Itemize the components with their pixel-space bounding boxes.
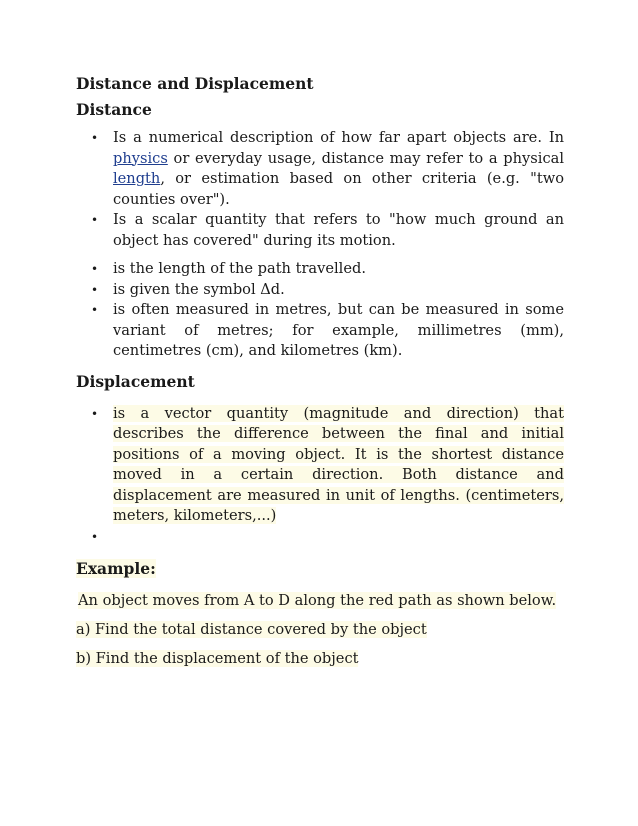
displacement-list — [76, 404, 564, 547]
bullet-icon: • — [91, 282, 99, 297]
list-item — [76, 300, 564, 362]
bullet-icon: • — [91, 262, 99, 276]
distance-list — [76, 128, 564, 362]
list-item-text: is often measured in metres, but can be measured in some variant of metres; for example, millimetres (mm), centimetres (cm), and kilometres (km). — [113, 301, 564, 359]
list-item — [76, 280, 564, 301]
list-item-text: , or estimation based on other criteria (e.g. "two counties over"). — [113, 170, 564, 208]
physics-link[interactable]: physics — [113, 149, 168, 167]
list-item-text: or everyday usage, distance may refer to a physical — [167, 149, 564, 167]
displacement-heading: Displacement — [76, 371, 195, 391]
distance-heading: Distance — [76, 100, 152, 119]
list-item-text: is a vector quantity (magnitude and direction) that describes the difference between the final and initial positions of a moving object. It is the shortest distance moved in a certain direction. Both distance and displacement are measured in unit of lengths. (centimeters, meters, kilometers,...) — [113, 404, 564, 524]
bullet-icon: • — [91, 303, 99, 317]
document-title: Distance and Displacement — [76, 74, 314, 93]
list-item — [76, 404, 564, 527]
bullet-icon: • — [91, 213, 99, 227]
example-heading-text: Example: — [76, 558, 156, 578]
bullet-icon: • — [91, 131, 99, 145]
list-item-text: is given the symbol Δd. — [113, 280, 285, 298]
length-link[interactable]: length — [113, 170, 161, 187]
example-line-text: a) Find the total distance covered by the object — [76, 620, 427, 638]
document-page — [76, 74, 564, 678]
bullet-icon: • — [91, 406, 99, 421]
example-heading — [76, 559, 564, 579]
example-line — [76, 620, 564, 640]
list-item — [76, 128, 564, 210]
list-item-text: is the length of the path travelled. — [113, 260, 366, 277]
bullet-icon: • — [91, 529, 99, 544]
list-item-text: Is a numerical description of how far apart objects are. In — [113, 129, 564, 146]
list-item — [76, 259, 564, 280]
list-item-text: Is a scalar quantity that refers to "how much ground an object has covered" during its motion. — [113, 211, 564, 249]
list-item — [76, 210, 564, 251]
example-line — [76, 649, 564, 669]
example-line — [76, 591, 564, 611]
example-line-text: b) Find the displacement of the object — [76, 649, 359, 667]
list-item-empty — [76, 527, 564, 547]
example-line-text: An object moves from A to D along the red path as shown below. — [78, 591, 557, 609]
